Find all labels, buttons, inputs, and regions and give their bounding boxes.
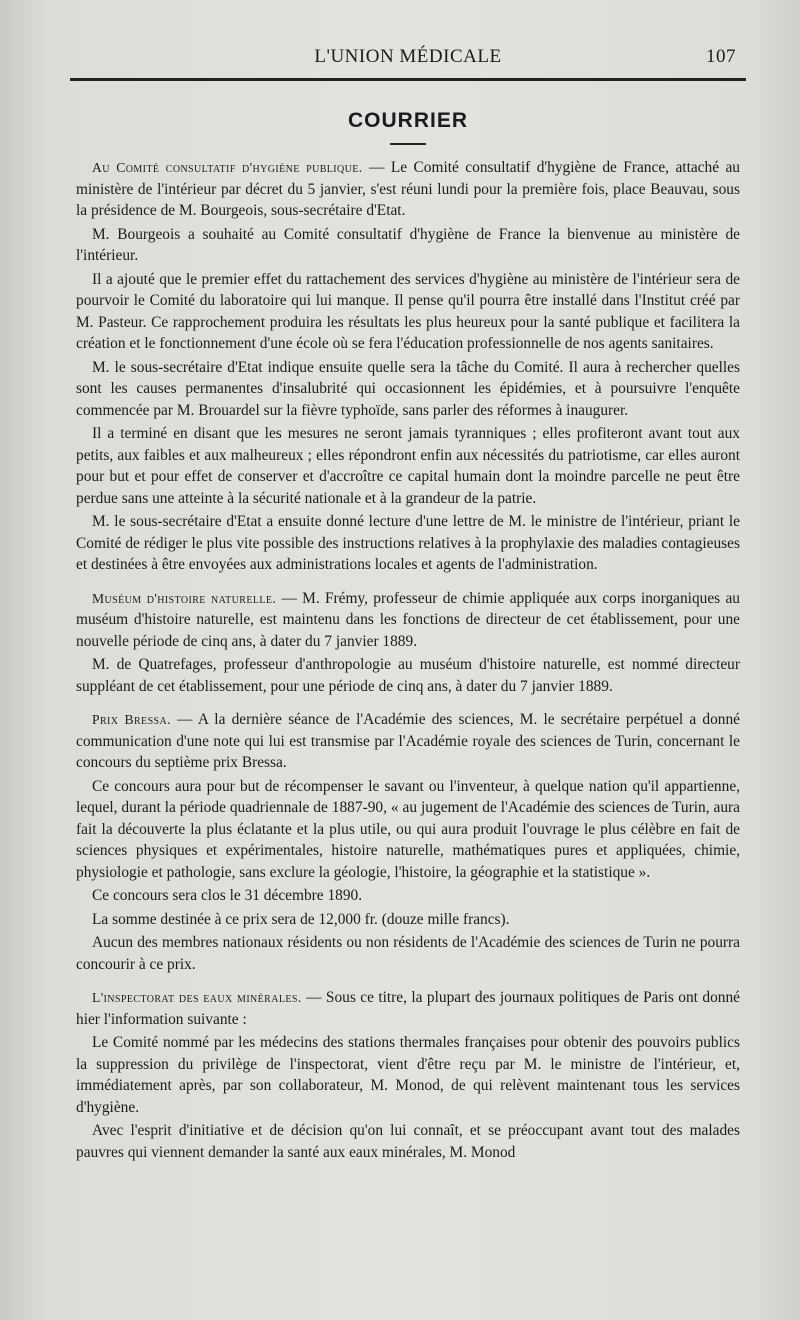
page-number: 107 xyxy=(706,46,736,67)
paragraph: L'inspectorat des eaux minérales. — Sous ce titre, la plupart des journaux politiques de Paris ont donné hier l'information suivante : xyxy=(76,989,740,1028)
paragraph: M. le sous-secrétaire d'Etat a ensuite donné lecture d'une lettre de M. le ministre de l'intérieur, priant le Comité de rédiger le plus vite possible des instructions relatives à la prophylaxie des maladies contagieuses et destinées à être envoyées aux administrations locales et agents de l'administration. xyxy=(76,513,740,573)
section-heading: Au Comité consultatif d'hygiène publique. xyxy=(92,160,363,175)
paragraph: Au Comité consultatif d'hygiène publique. — Le Comité consultatif d'hygiène de France, attaché au ministère de l'intérieur par décret du 5 janvier, s'est réuni lundi pour la première fois, place Beauvau, sous la présidence de M. Bourgeois, sous-secrétaire d'Etat. xyxy=(76,159,740,219)
paragraph: Avec l'esprit d'initiative et de décision qu'on lui connaît, et se préoccupant avant tout des malades pauvres qui viennent demander la santé aux eaux minérales, M. Monod xyxy=(76,1122,740,1161)
paragraph: M. le sous-secrétaire d'Etat indique ensuite quelle sera la tâche du Comité. Il aura à rechercher quelles sont les causes permanentes d'insalubrité qui occasionnent les épidémies, et à poursuivre l'enquête commencée par M. Brouardel sur la fièvre typhoïde, sans parler des réformes à inaugurer. xyxy=(76,358,740,419)
paragraph: Muséum d'histoire naturelle. — M. Frémy, professeur de chimie appliquée aux corps inorganiques au muséum d'histoire naturelle, est maintenu dans les fonctions de directeur de cet établissement, pour une nouvelle période de cinq ans, à dater du 7 janvier 1889. xyxy=(76,589,740,650)
header-rule xyxy=(70,78,746,81)
section-title: COURRIER xyxy=(347,109,468,132)
paragraph: Il a terminé en disant que les mesures ne seront jamais tyranniques ; elles profiteront avant tout aux petits, aux faibles et aux malheureux ; elles répondront enfin aux nécessités du patriotisme, car elles auront pour but et pour effet de conserver et d'accroître ce capital humain dont la moindre parcelle ne peut être perdue sans une atteinte à la sécurité nationale et à la grandeur de la patrie. xyxy=(76,425,740,507)
paragraph: Ce concours aura pour but de récompenser le savant ou l'inventeur, à quelque nation qu'il appartienne, lequel, durant la période quadriennale de 1887-90, « au jugement de l'Académie des sciences de Turin, aura fait la découverte la plus éclatante et la plus utile, ou qui aura produit l'ouvrage le plus célèbre en fait de sciences physiques et expérimentales, histoire naturelle, mathématiques pures et appliquées, chimie, physiologie et pathologie, sans exclure la géologie, l'histoire, la géographie et la statistique ». xyxy=(76,777,740,881)
paragraph: Aucun des membres nationaux résidents ou non résidents de l'Académie des sciences de Turin ne pourra concourir à ce prix. xyxy=(76,934,740,973)
paragraph: M. de Quatrefages, professeur d'anthropologie au muséum d'histoire naturelle, est nommé directeur suppléant de cet établissement, pour une période de cinq ans, à dater du 7 janvier 1889. xyxy=(76,656,740,695)
paragraph: Prix Bressa. — A la dernière séance de l'Académie des sciences, M. le secrétaire perpétuel a donné communication d'une note qui lui est transmise par l'Académie royale des sciences de Turin, concernant le concours du septième prix Bressa. xyxy=(76,711,740,771)
title-rule xyxy=(390,143,426,145)
paragraph: Il a ajouté que le premier effet du rattachement des services d'hygiène au ministère de l'intérieur sera de pourvoir le Comité du laboratoire qui lui manque. Il pense qu'il pourra être installé dans l'Institut créé par M. Pasteur. Ce rapprochement produira les résultats les plus heureux pour la santé publique et facilitera la création et le fonctionnement d'une école où se fera l'éducation professionnelle de nos agents sanitaires. xyxy=(76,270,740,352)
running-header xyxy=(76,46,740,76)
paragraph: La somme destinée à ce prix sera de 12,000 fr. (douze mille francs). xyxy=(92,910,510,928)
paragraph: Ce concours sera clos le 31 décembre 1890. xyxy=(92,887,363,904)
running-title: L'UNION MÉDICALE xyxy=(314,46,502,67)
article-body xyxy=(76,157,740,1163)
paragraph: Le Comité nommé par les médecins des stations thermales françaises pour obtenir des pouvoirs publics la suppression du privilège de l'inspectorat, vient d'être reçu par M. le ministre de l'intérieur, et, immédiatement après, par son collaborateur, M. Monod, de qui relèvent maintenant tous les services d'hygiène. xyxy=(76,1034,740,1116)
section-heading: L'inspectorat des eaux minérales. xyxy=(92,990,302,1005)
paragraph: M. Bourgeois a souhaité au Comité consultatif d'hygiène de France la bienvenue au ministère de l'intérieur. xyxy=(76,225,740,264)
section-heading: Muséum d'histoire naturelle. xyxy=(92,590,277,606)
section-heading: Prix Bressa. xyxy=(92,712,171,727)
